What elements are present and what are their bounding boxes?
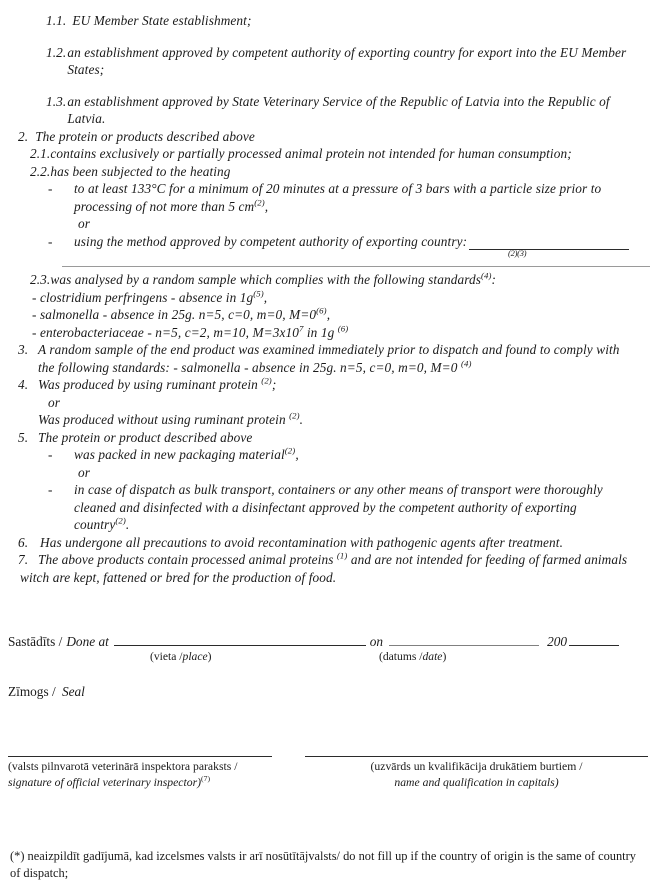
list-item	[0, 376, 650, 394]
on-label: on	[369, 634, 384, 649]
item-number: 2.3.	[30, 272, 51, 287]
item-number: 1.2.	[46, 44, 67, 60]
item-body: Was produced without using ruminant protein	[38, 412, 290, 427]
standard-line	[0, 289, 650, 307]
item-tail: .	[299, 412, 304, 427]
heating-option-body: to at least 133°C for a minimum of 20 minutes at a pressure of 3 bars with a particle size prior to processing of not more than 5 cm	[74, 181, 602, 214]
fill-in-blank-method[interactable]	[469, 236, 629, 250]
blank-footnote-ref	[0, 249, 650, 258]
item-text	[50, 271, 650, 289]
list-item	[0, 44, 650, 79]
date-caption	[379, 650, 446, 663]
place-caption-lv: (vieta /	[150, 650, 183, 663]
exponent: 7	[298, 323, 304, 334]
footnote-ref: (4)	[481, 270, 492, 281]
list-item	[0, 429, 650, 447]
date-input-line[interactable]	[389, 630, 539, 646]
list-item	[0, 551, 650, 586]
dash-marker: -	[48, 181, 53, 196]
signature-caption-right	[305, 759, 648, 790]
option-body: in case of dispatch as bulk transport, containers or any other means of transport were thoroughly cleaned and disinfected with a disinfectant approved by the competent authority of exporting country	[74, 482, 603, 532]
option-body: was packed in new packaging material	[74, 447, 285, 462]
signature-line-left[interactable]	[8, 756, 272, 757]
heating-option-text	[74, 233, 650, 251]
standard-text: - clostridium perfringens - absence in 1g	[32, 289, 254, 305]
packaging-option-text	[74, 481, 650, 534]
seal-label-en: Seal	[61, 684, 85, 699]
or-label: or	[78, 216, 91, 231]
item-text: Has undergone all precautions to avoid recontamination with pathogenic agents after treatment.	[40, 534, 563, 550]
or-label: or	[48, 394, 61, 410]
item-number: 1.1.	[46, 13, 67, 28]
footnote-ref: (2)	[284, 445, 296, 456]
footnote-ref: (2)	[115, 515, 126, 526]
signature-caption-right-en: name and qualification in capitals)	[394, 775, 559, 789]
item-number: 6.	[18, 534, 29, 550]
or-label: or	[78, 464, 91, 480]
or-separator	[0, 464, 650, 482]
done-at-captions	[0, 650, 650, 666]
heating-option-tail: ,	[264, 198, 269, 214]
item-text: contains exclusively or partially processed animal protein not intended for human consumption;	[50, 146, 572, 161]
list-item	[0, 341, 650, 376]
standard-text-post: in 1g	[303, 324, 338, 340]
packaging-option	[0, 481, 650, 534]
item-number: 2.2.	[30, 163, 51, 179]
heating-option-text	[74, 180, 650, 215]
list-item	[0, 145, 650, 163]
option-tail: .	[125, 517, 130, 532]
item-body: Was produced by using ruminant protein	[38, 377, 262, 392]
item-text: an establishment approved by competent authority of exporting country for export into the EU Member States;	[67, 44, 627, 77]
list-item	[0, 128, 650, 146]
standard-text: - salmonella - absence in 25g. n=5, c=0, m=0, M=0	[32, 307, 317, 322]
option-tail: ,	[295, 447, 299, 462]
item-number: 7.	[18, 552, 29, 567]
dash-marker: -	[48, 447, 53, 462]
standard-tail: ,	[326, 307, 331, 322]
or-separator	[0, 394, 650, 412]
standards-intro-tail: :	[491, 272, 497, 287]
signature-caption-left	[8, 759, 298, 790]
packaging-option	[0, 446, 650, 464]
standard-line	[0, 306, 650, 324]
place-caption	[150, 650, 212, 663]
footnote-ref: (2)	[254, 197, 265, 208]
footnote-ref: (2)	[261, 375, 272, 386]
item-number: 5.	[18, 429, 29, 445]
item-number: 1.3.	[46, 93, 67, 109]
item-number: 2.	[18, 128, 29, 144]
standard-line	[0, 324, 650, 342]
item-body-post: and are not intended for feeding of farmed animals witch are kept, fattened or bred for the production of food.	[20, 552, 628, 585]
footnote-text: neaizpildīt gadījumā, kad izcelsmes valsts ir arī nosūtītājvalsts/ do not fill up if the country of origin is the same of country of dispatch;	[10, 849, 636, 880]
item-number: 4.	[18, 377, 29, 392]
place-caption-close: )	[207, 650, 212, 663]
or-separator	[0, 215, 650, 233]
item-body: The above products contain processed animal proteins	[38, 552, 337, 567]
standards-intro: was analysed by a random sample which complies with the following standards	[50, 272, 482, 287]
list-item	[0, 163, 650, 181]
signature-caption-left-lv: (valsts pilnvarotā veterinārā inspektora paraksts /	[8, 760, 238, 773]
footnote-ref: (5)	[253, 288, 264, 299]
list-item	[0, 12, 650, 30]
footnote-marker: (*)	[10, 849, 25, 863]
done-at-row	[0, 630, 650, 650]
seal-label-lv: Zīmogs /	[8, 684, 56, 699]
list-item	[0, 534, 650, 552]
item-number: 2.1.	[30, 146, 51, 161]
item-number: 3.	[18, 342, 29, 357]
standard-text: - enterobacteriaceae - n=5, c=2, m=10, M=3x10	[32, 324, 299, 340]
footnote-ref: (2)	[289, 410, 300, 421]
footnote-ref: (4)	[460, 358, 472, 369]
packaging-option-text	[74, 446, 650, 464]
item-text	[20, 551, 650, 586]
footnote-ref: (6)	[337, 323, 349, 334]
date-caption-close: )	[442, 650, 447, 663]
signature-caption-left-en: signature of official veterinary inspector)	[8, 775, 202, 789]
date-caption-en: date	[422, 650, 443, 663]
item-text: The protein or products described above	[35, 128, 255, 144]
done-at-label-lv: Sastādīts /	[8, 634, 63, 649]
item-body: A random sample of the end product was examined immediately prior to dispatch and found to comply with the following standards: - salmonella - absence in 25g. n=5, c=0, m=0, M=0	[38, 342, 620, 375]
footnote-block	[0, 848, 650, 882]
done-at-label-en: Done at	[66, 634, 109, 649]
heating-option	[0, 233, 650, 251]
item-alternative	[0, 411, 650, 429]
item-text: has been subjected to the heating	[50, 163, 231, 179]
signature-line-right[interactable]	[305, 756, 648, 757]
year-prefix: 200	[547, 634, 568, 649]
item-text: The protein or product described above	[38, 429, 253, 445]
footnote-ref: (6)	[316, 305, 327, 316]
seal-row	[0, 684, 650, 700]
item-text: EU Member State establishment;	[72, 13, 252, 28]
place-input-line[interactable]	[114, 630, 366, 646]
heating-option-body: using the method approved by competent authority of exporting country:	[74, 233, 468, 249]
signature-caption-right-lv: (uzvārds un kvalifikācija drukātiem burtiem /	[370, 760, 583, 773]
blank-footnote-ref-text: (2)(3)	[508, 249, 527, 258]
standard-tail: ,	[263, 289, 268, 305]
date-caption-lv: (datums /	[379, 650, 423, 663]
item-tail: ;	[271, 377, 277, 392]
dash-marker: -	[48, 233, 53, 249]
item-text: an establishment approved by State Veterinary Service of the Republic of Latvia into the Republic of Latvia.	[67, 93, 610, 126]
item-text	[38, 341, 650, 376]
heating-option	[0, 180, 650, 215]
place-caption-en: place	[182, 650, 208, 663]
dash-marker: -	[48, 482, 53, 497]
item-text	[38, 376, 650, 394]
signature-blocks	[0, 756, 650, 814]
list-item	[0, 271, 650, 289]
footnote-ref: (7)	[201, 773, 211, 783]
list-item	[0, 93, 650, 128]
year-input-line[interactable]	[569, 630, 619, 646]
footnote-ref: (1)	[336, 550, 348, 561]
